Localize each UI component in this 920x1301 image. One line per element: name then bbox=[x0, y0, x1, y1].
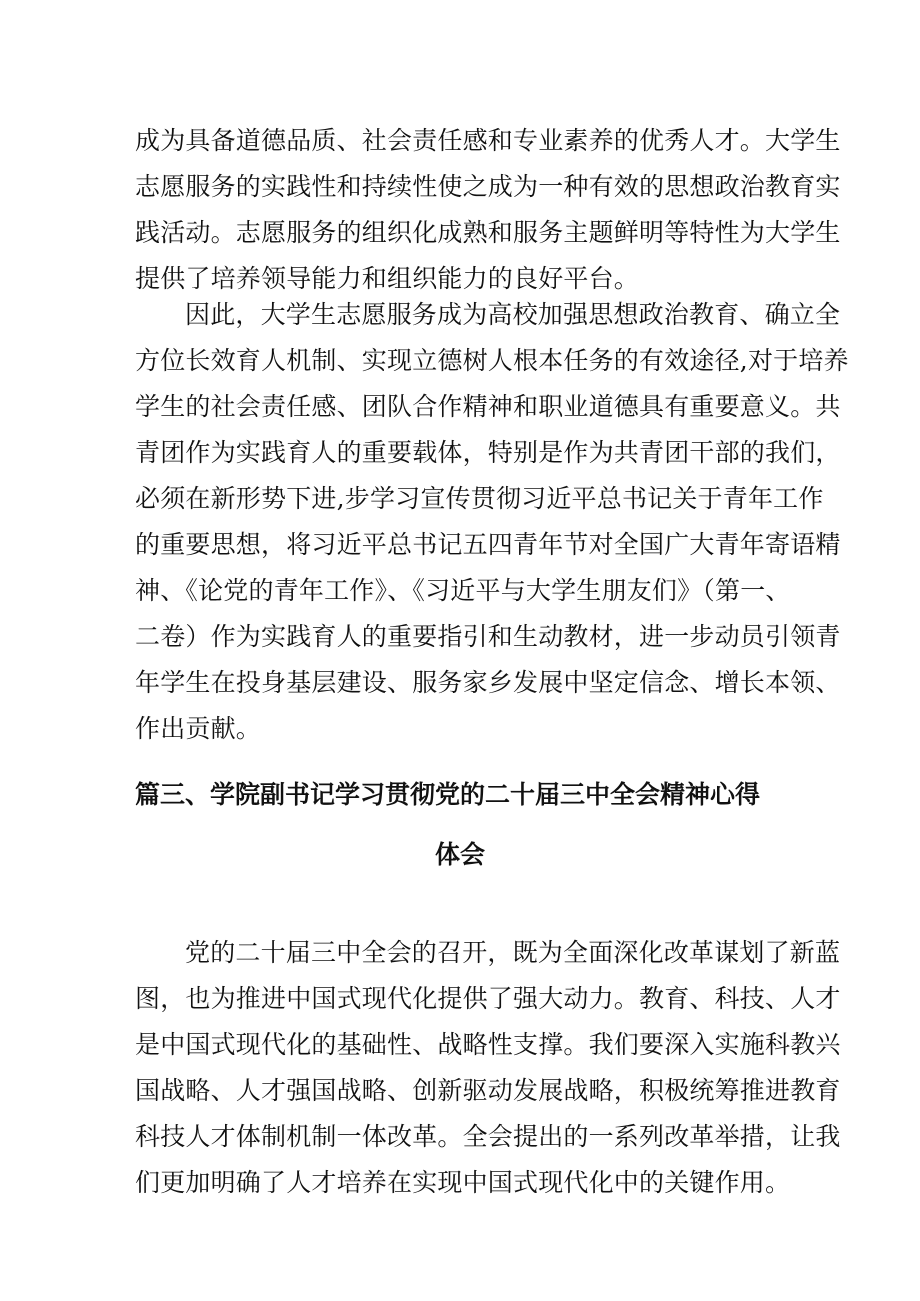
paragraph-line: 作出贡献。 bbox=[135, 714, 262, 743]
paragraph-line: 国战略、人才强国战略、创新驱动发展战略，积极统筹推进教育 bbox=[135, 1076, 841, 1105]
paragraph-line: 科技人才体制机制一体改革。全会提出的一系列改革举措，让我 bbox=[135, 1122, 841, 1151]
section-heading-line2: 体会 bbox=[434, 840, 485, 869]
paragraph-line: 成为具备道德品质、社会责任感和专业素养的优秀人才。大学生 bbox=[135, 126, 841, 155]
paragraph-line: 们更加明确了人才培养在实现中国式现代化中的关键作用。 bbox=[135, 1168, 791, 1197]
paragraph-line: 学生的社会责任感、团队合作精神和职业道德具有重要意义。共 bbox=[135, 392, 841, 421]
paragraph-line: 的重要思想，将习近平总书记五四青年节对全国广大青年寄语精 bbox=[135, 530, 841, 559]
paragraph-line: 因此，大学生志愿服务成为高校加强思想政治教育、确立全 bbox=[185, 300, 841, 329]
paragraph-line: 党的二十届三中全会的召开，既为全面深化改革谋划了新蓝 bbox=[185, 938, 841, 967]
paragraph-line: 神、《论党的青年工作》、《习近平与大学生朋友们》（第一、 bbox=[135, 576, 791, 605]
paragraph-line: 是中国式现代化的基础性、战略性支撑。我们要深入实施科教兴 bbox=[135, 1030, 841, 1059]
paragraph-line: 年学生在投身基层建设、服务家乡发展中坚定信念、增长本领、 bbox=[135, 668, 841, 697]
paragraph-line: 必须在新形势下进,步学习宣传贯彻习近平总书记关于青年工作 bbox=[135, 484, 824, 513]
paragraph-line: 方位长效育人机制、实现立德树人根本任务的有效途径,对于培养 bbox=[135, 346, 849, 375]
paragraph-line: 二卷）作为实践育人的重要指引和生动教材，进一步动员引领青 bbox=[135, 622, 841, 651]
paragraph-line: 图，也为推进中国式现代化提供了强大动力。教育、科技、人才 bbox=[135, 984, 841, 1013]
paragraph-line: 青团作为实践育人的重要载体，特别是作为共青团干部的我们， bbox=[135, 438, 841, 467]
paragraph-continuation bbox=[135, 118, 841, 302]
paragraph-conclusion bbox=[135, 292, 849, 752]
paragraph-line: 践活动。志愿服务的组织化成熟和服务主题鲜明等特性为大学生 bbox=[135, 218, 841, 247]
paragraph-line: 志愿服务的实践性和持续性使之成为一种有效的思想政治教育实 bbox=[135, 172, 841, 201]
paragraph-section3 bbox=[135, 930, 841, 1206]
section-heading-line1: 篇三、学院副书记学习贯彻党的二十届三中全会精神心得 bbox=[135, 780, 761, 809]
paragraph-line: 提供了培养领导能力和组织能力的良好平台。 bbox=[135, 264, 640, 293]
